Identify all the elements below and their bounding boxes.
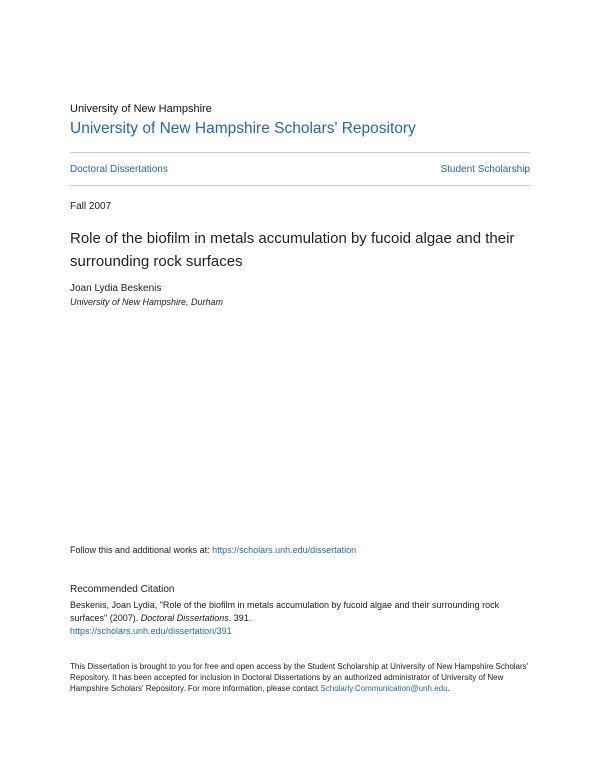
divider-top (70, 152, 530, 153)
repository-link[interactable]: University of New Hampshire Scholars' Repository (70, 120, 416, 137)
citation-text: Beskenis, Joan Lydia, "Role of the biofilm in metals accumulation by fucoid algae and their surrounding rock surfaces" (2007). (70, 600, 500, 623)
notice-text: This Dissertation is brought to you for free and open access by the Student Scholarship at University of New Hampshire Scholars' Repository. It has been accepted for inclusion in Doctoral Dissertations by an authorized administrator of University of New Hampshire Scholars' Repository. For more information, please contact (70, 662, 529, 693)
citation-url-link[interactable]: https://scholars.unh.edu/dissertation/391 (70, 626, 232, 636)
notice-end: . (447, 684, 450, 693)
citation-heading: Recommended Citation (70, 584, 175, 595)
access-notice (70, 661, 530, 694)
citation-number: . 391. (228, 613, 252, 623)
contact-email-link[interactable]: Scholarly.Communication@unh.edu (320, 684, 448, 693)
divider-bottom (70, 185, 530, 186)
dissertation-collection-link[interactable]: https://scholars.unh.edu/dissertation (212, 545, 357, 555)
publication-date: Fall 2007 (70, 201, 112, 212)
follow-text: Follow this and additional works at: (70, 545, 213, 555)
document-title: Role of the biofilm in metals accumulation by fucoid algae and their surrounding rock surfaces (70, 230, 515, 270)
doctoral-dissertations-link[interactable]: Doctoral Dissertations (70, 164, 168, 175)
student-scholarship-link[interactable]: Student Scholarship (440, 164, 530, 175)
author-affiliation: University of New Hampshire, Durham (70, 297, 224, 307)
citation-body (70, 599, 530, 638)
author-name: Joan Lydia Beskenis (70, 283, 162, 294)
citation-series: Doctoral Dissertations (140, 613, 229, 623)
follow-line (70, 545, 356, 555)
institution-name: University of New Hampshire (70, 103, 212, 115)
